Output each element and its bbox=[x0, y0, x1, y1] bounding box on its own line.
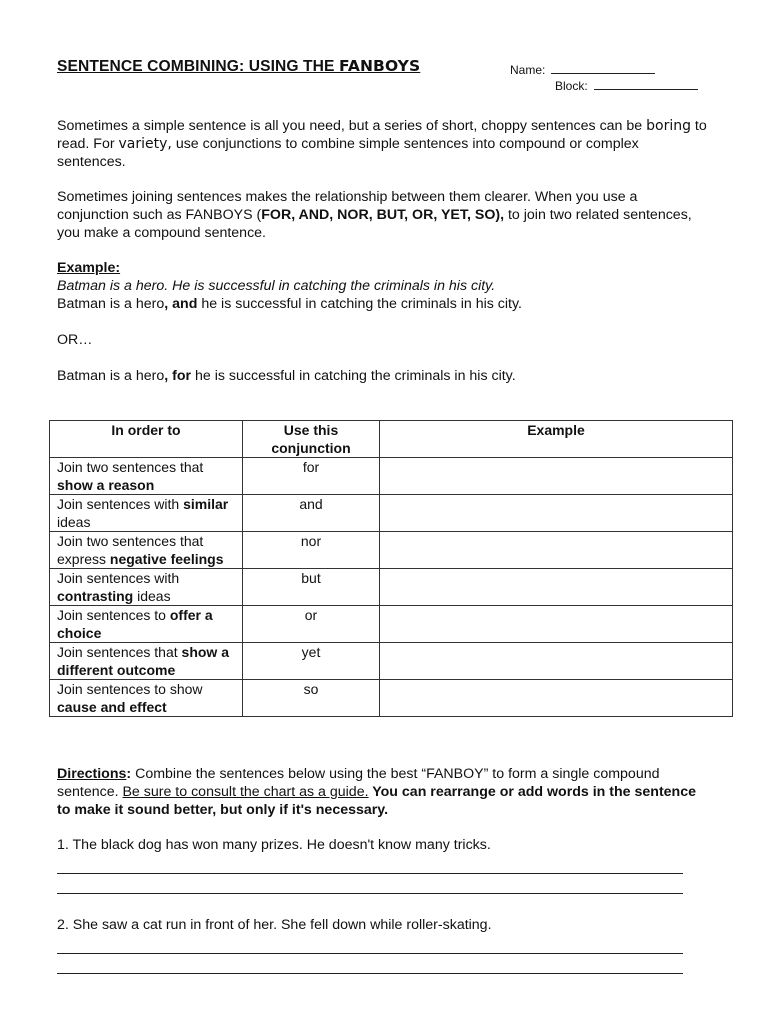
chart-example-cell[interactable] bbox=[380, 569, 733, 606]
block-label: Block: bbox=[555, 79, 588, 93]
name-blank[interactable] bbox=[551, 62, 655, 74]
block-blank[interactable] bbox=[594, 78, 698, 90]
intro-p1-text-a: Sometimes a simple sentence is all you need, but a series of short, choppy sentences can be bbox=[57, 118, 643, 134]
directions-label: Directions bbox=[57, 766, 127, 782]
purpose-text: Join sentences that bbox=[57, 644, 182, 660]
purpose-text: Join sentences with bbox=[57, 570, 180, 586]
example-or: OR… bbox=[57, 332, 93, 348]
directions-text-a: Combine the sentences below using the best “FANBOY” to form a single compound sentence. bbox=[57, 766, 660, 800]
chart-conjunction-cell: or bbox=[243, 606, 380, 643]
purpose-keyword: show a different outcome bbox=[57, 644, 229, 678]
example-heading: Example: bbox=[57, 260, 121, 276]
directions bbox=[57, 765, 707, 819]
purpose-text-end: ideas bbox=[133, 588, 171, 604]
chart-example-cell[interactable] bbox=[380, 643, 733, 680]
chart-row bbox=[50, 569, 733, 606]
purpose-keyword: contrasting bbox=[57, 588, 134, 604]
directions-guide: Be sure to consult the chart as a guide. bbox=[122, 784, 369, 800]
chart-header-conjunction: Use this conjunction bbox=[243, 421, 380, 458]
purpose-text: Join two sentences that express bbox=[57, 533, 204, 567]
intro-p2-text-c: to join two related sentences, you make a compound sentence. bbox=[57, 207, 692, 241]
purpose-text: Join sentences to bbox=[57, 607, 170, 623]
chart-row bbox=[50, 532, 733, 569]
purpose-text: Join sentences with bbox=[57, 496, 184, 512]
example-line-2-and: , and bbox=[164, 296, 198, 312]
example-line-1: Batman is a hero. He is successful in catching the criminals in his city. bbox=[57, 278, 496, 294]
purpose-keyword: show a reason bbox=[57, 477, 155, 493]
example-line-3-for: , for bbox=[164, 368, 192, 384]
directions-colon: : bbox=[126, 766, 132, 782]
chart-purpose-cell bbox=[50, 532, 243, 569]
example-line-2 bbox=[57, 296, 522, 312]
intro-p1-variety: variety, bbox=[118, 136, 172, 152]
chart-purpose-cell bbox=[50, 680, 243, 717]
question-1: 1. The black dog has won many prizes. He doesn't know many tricks. bbox=[57, 837, 491, 853]
chart-row bbox=[50, 495, 733, 532]
intro-p2-conjunctions: FOR, AND, NOR, BUT, OR, YET, SO), bbox=[261, 207, 505, 223]
directions-rearrange: You can rearrange or add words in the sentence to make it sound better, but only if it's necessary. bbox=[57, 784, 697, 818]
chart-header-example: Example bbox=[380, 421, 733, 458]
intro-p1-text-e: use conjunctions to combine simple sentences into compound or complex sentences. bbox=[57, 136, 639, 170]
intro-p1-text-c: to read. For bbox=[57, 118, 707, 152]
purpose-text: Join sentences to show bbox=[57, 681, 203, 697]
answer-line[interactable] bbox=[57, 893, 683, 894]
chart-example-cell[interactable] bbox=[380, 495, 733, 532]
purpose-keyword: cause and effect bbox=[57, 699, 167, 715]
chart-purpose-cell bbox=[50, 569, 243, 606]
chart-row bbox=[50, 458, 733, 495]
chart-example-cell[interactable] bbox=[380, 532, 733, 569]
example-line-2-c: he is successful in catching the criminals in his city. bbox=[197, 296, 522, 312]
chart-example-cell[interactable] bbox=[380, 606, 733, 643]
purpose-keyword: offer a choice bbox=[57, 607, 213, 641]
title-prefix: SENTENCE COMBINING: USING THE bbox=[57, 58, 339, 75]
chart-conjunction-cell: yet bbox=[243, 643, 380, 680]
answer-line[interactable] bbox=[57, 953, 683, 954]
title-keyword: FANBOYS bbox=[338, 57, 421, 75]
chart-conjunction-cell: so bbox=[243, 680, 380, 717]
name-label: Name: bbox=[510, 63, 546, 77]
purpose-text-end: ideas bbox=[57, 514, 91, 530]
chart-example-cell[interactable] bbox=[380, 680, 733, 717]
chart-conjunction-cell: nor bbox=[243, 532, 380, 569]
answer-line[interactable] bbox=[57, 973, 683, 974]
chart-purpose-cell bbox=[50, 495, 243, 532]
chart-row bbox=[50, 606, 733, 643]
block-field[interactable] bbox=[555, 78, 698, 93]
answer-line[interactable] bbox=[57, 873, 683, 874]
chart-purpose-cell bbox=[50, 643, 243, 680]
chart-purpose-cell bbox=[50, 458, 243, 495]
example-line-3-c: he is successful in catching the criminals in his city. bbox=[191, 368, 516, 384]
example-line-2-a: Batman is a hero bbox=[57, 296, 165, 312]
chart-header-purpose: In order to bbox=[50, 421, 243, 458]
chart-conjunction-cell: and bbox=[243, 495, 380, 532]
question-2: 2. She saw a cat run in front of her. She fell down while roller-skating. bbox=[57, 917, 492, 933]
intro-paragraph-2 bbox=[57, 188, 707, 242]
purpose-text: Join two sentences that bbox=[57, 459, 204, 475]
intro-p1-boring: boring bbox=[646, 118, 691, 134]
example-line-3-a: Batman is a hero bbox=[57, 368, 165, 384]
intro-paragraph-1 bbox=[57, 117, 707, 171]
chart-row bbox=[50, 680, 733, 717]
chart-conjunction-cell: but bbox=[243, 569, 380, 606]
purpose-keyword: similar bbox=[183, 496, 229, 512]
chart-purpose-cell bbox=[50, 606, 243, 643]
example-line-3 bbox=[57, 368, 516, 384]
intro-p2-text-a: Sometimes joining sentences makes the relationship between them clearer. When you use a conjunction such as FANBOYS ( bbox=[57, 189, 638, 223]
chart-example-cell[interactable] bbox=[380, 458, 733, 495]
chart-row bbox=[50, 643, 733, 680]
fanboys-chart bbox=[49, 420, 733, 717]
purpose-keyword: negative feelings bbox=[109, 551, 224, 567]
page-title bbox=[57, 57, 420, 76]
chart-conjunction-cell: for bbox=[243, 458, 380, 495]
name-field[interactable] bbox=[510, 62, 655, 77]
